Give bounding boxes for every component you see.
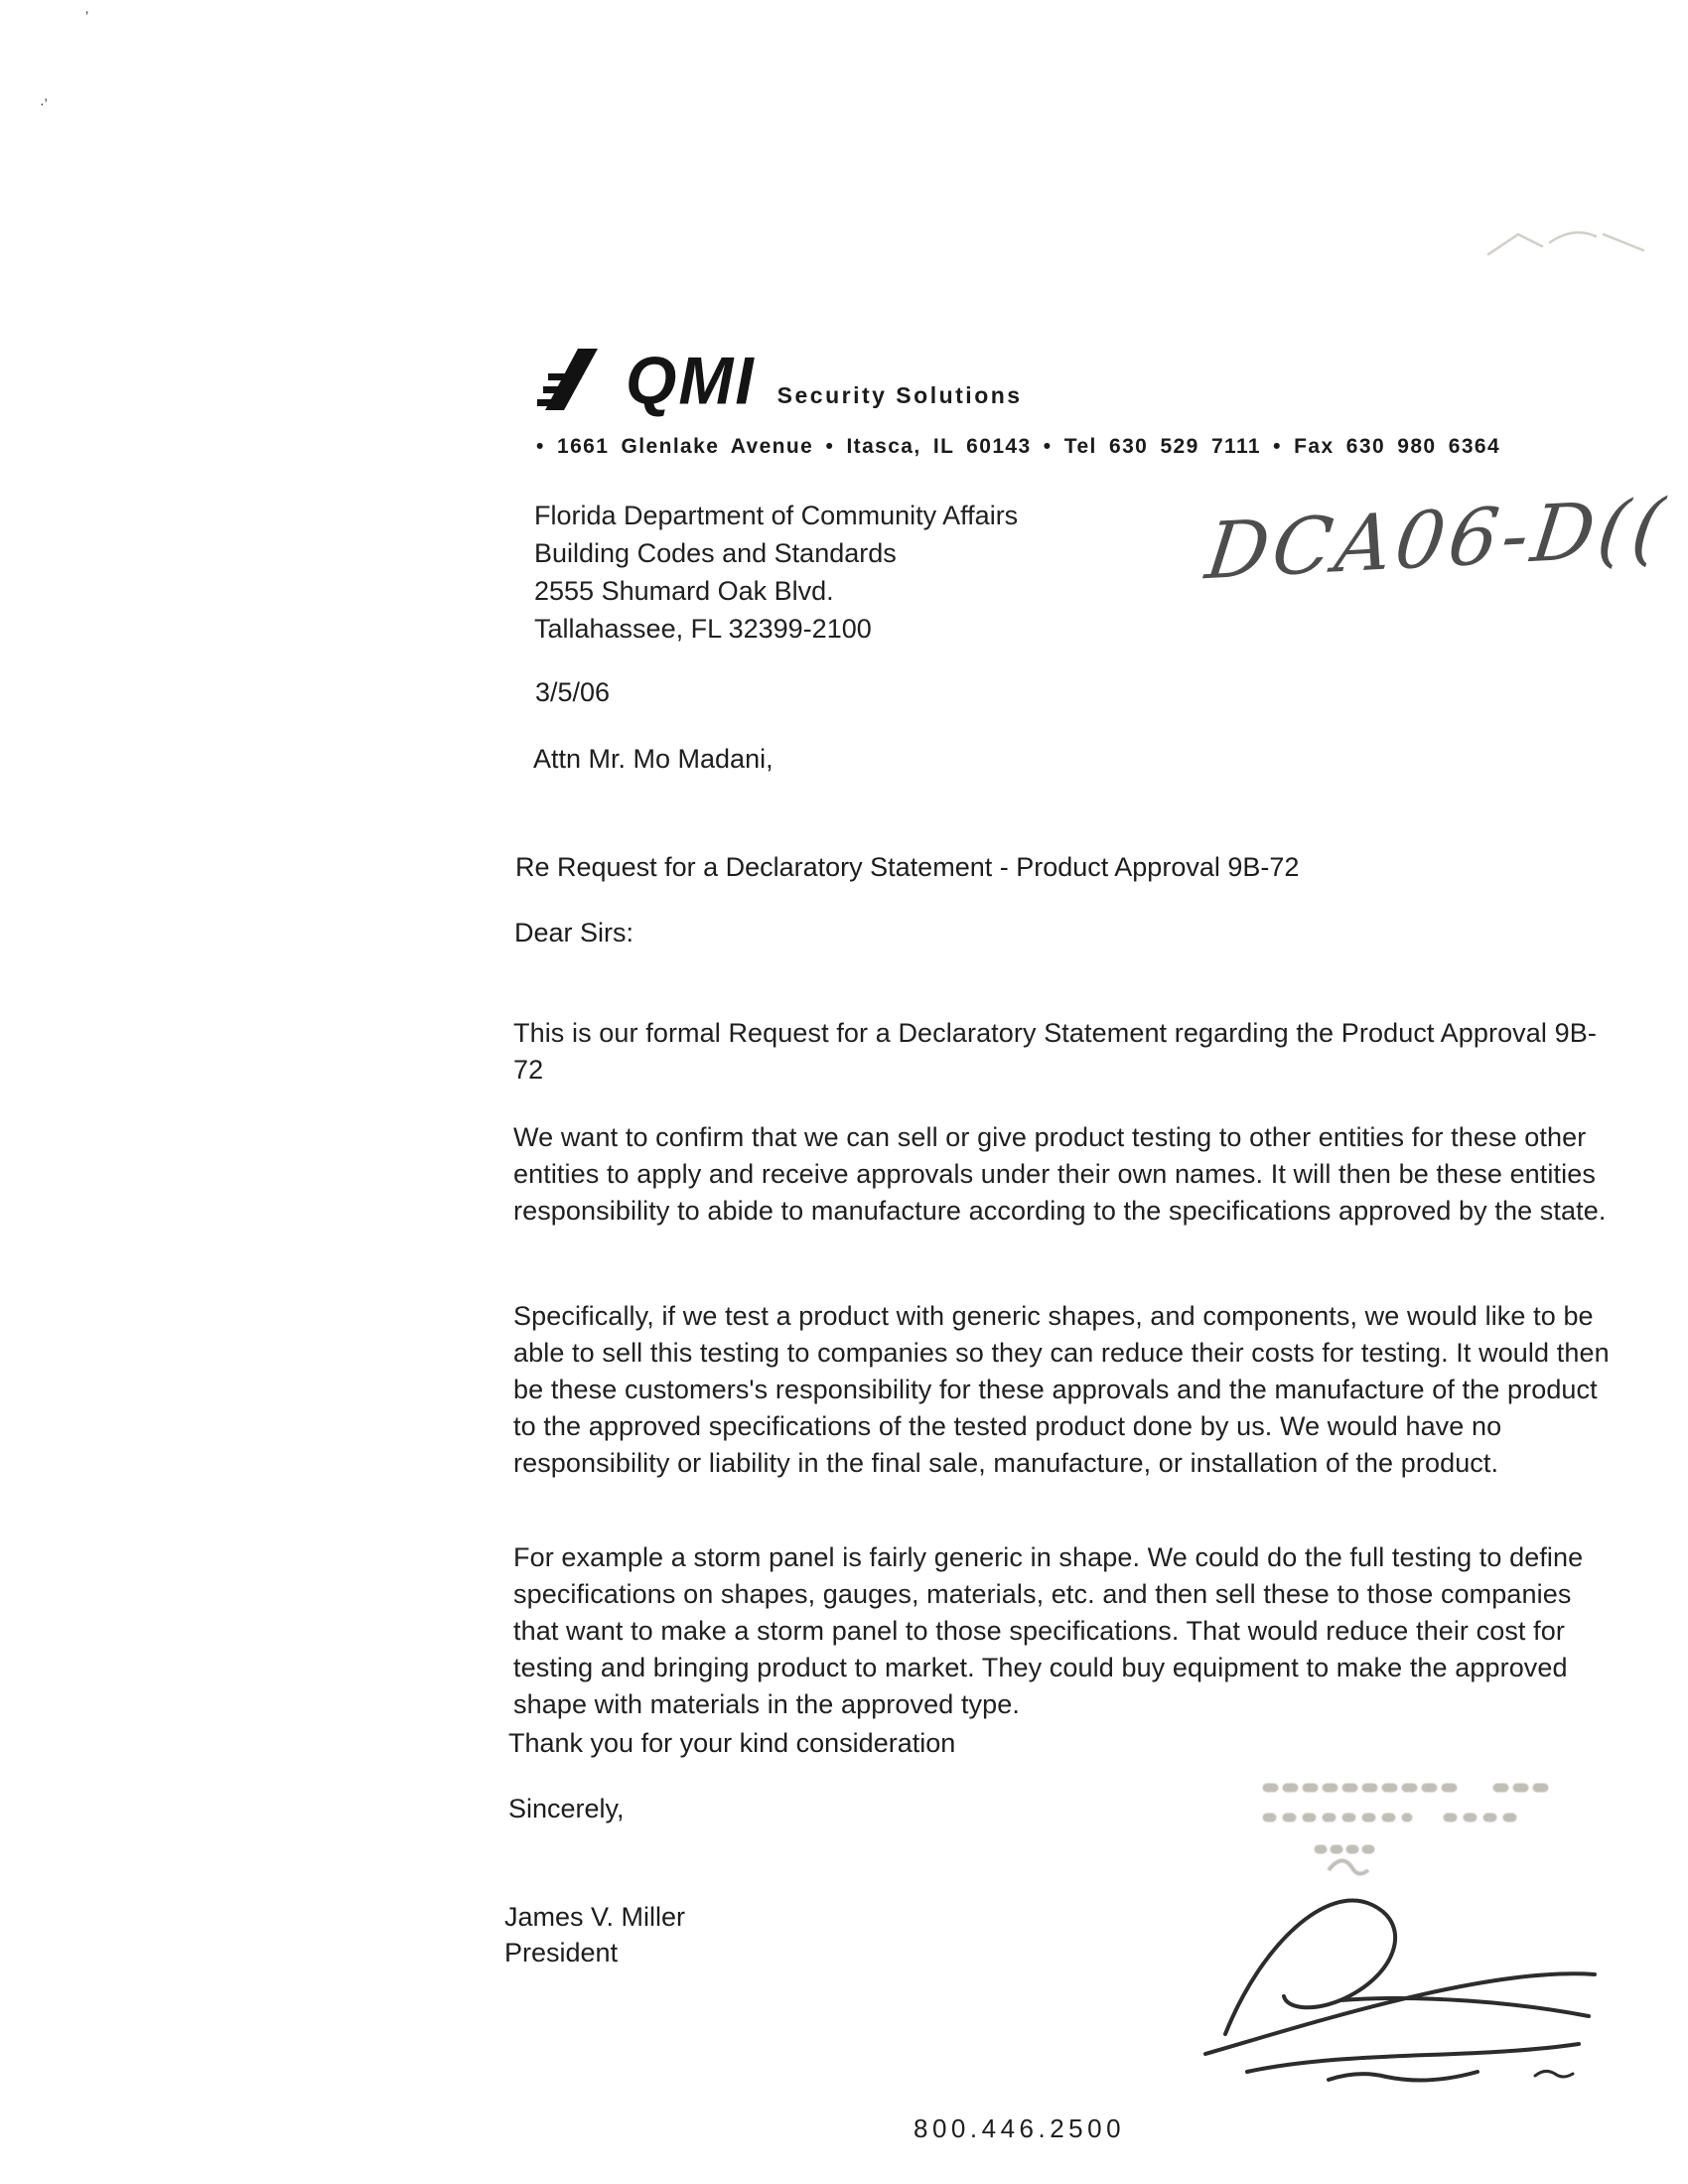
recipient-address-block <box>534 497 1018 648</box>
recipient-line: Building Codes and Standards <box>534 538 897 568</box>
subject-line: Re Request for a Declaratory Statement - Product Approval 9B-72 <box>515 852 1300 882</box>
scan-speck: ·’ <box>40 95 48 111</box>
handwritten-docket-ref: DCA06-D(( <box>1200 483 1672 598</box>
body-paragraph: This is our formal Request for a Declaratory Statement regarding the Product Approval 9B-72 <box>513 1018 1597 1085</box>
signer-title: President <box>504 1938 619 1967</box>
closing-thanks: Thank you for your kind consideration <box>508 1728 956 1758</box>
signature <box>1190 1849 1617 2098</box>
brand-wordmark: QMI <box>626 343 756 418</box>
salutation: Dear Sirs: <box>514 918 634 947</box>
scan-speck: ’ <box>85 8 89 24</box>
qmi-logo-icon <box>532 346 612 413</box>
recipient-line: Florida Department of Community Affairs <box>534 501 1019 530</box>
letterhead <box>532 343 1023 418</box>
recipient-line: 2555 Shumard Oak Blvd. <box>534 576 834 606</box>
body-paragraph: We want to confirm that we can sell or give product testing to other entities for these other entities to apply and receive approvals under their own names. It will then be these entities responsibility to abide to manufacture according to the specifications approved by the state. <box>513 1122 1607 1226</box>
recipient-line: Tallahassee, FL 32399-2100 <box>534 614 872 644</box>
signer-name: James V. Miller <box>504 1902 686 1932</box>
closing: Sincerely, <box>508 1794 625 1823</box>
signer-block <box>504 1899 685 1970</box>
footer-phone: 800.446.2500 <box>914 2113 1126 2143</box>
letter-date: 3/5/06 <box>535 677 611 707</box>
attention-line: Attn Mr. Mo Madani, <box>533 744 774 774</box>
pencil-mark <box>1484 217 1653 266</box>
body-paragraph: Specifically, if we test a product with generic shapes, and components, we would like to be able to sell this testing to companies so they can reduce their costs for testing. It would then be these customers's responsibility for these approvals and the manufacture of the product to the approved specifications of the tested product done by us. We would have no responsibility or liability in the final sale, manufacture, or installation of the product. <box>513 1301 1610 1478</box>
letterhead-address: • 1661 Glenlake Avenue • Itasca, IL 60143 • Tel 630 529 7111 • Fax 630 980 6364 <box>536 435 1501 458</box>
brand-tagline: Security Solutions <box>776 382 1023 408</box>
body-paragraph: For example a storm panel is fairly generic in shape. We could do the full testing to define specifications on shapes, gauges, materials, etc. and then sell these to those companies that want to make a storm panel to those specifications. That would reduce their cost for testing and bringing product to market. They could buy equipment to make the approved shape with materials in the approved type. <box>513 1542 1584 1719</box>
